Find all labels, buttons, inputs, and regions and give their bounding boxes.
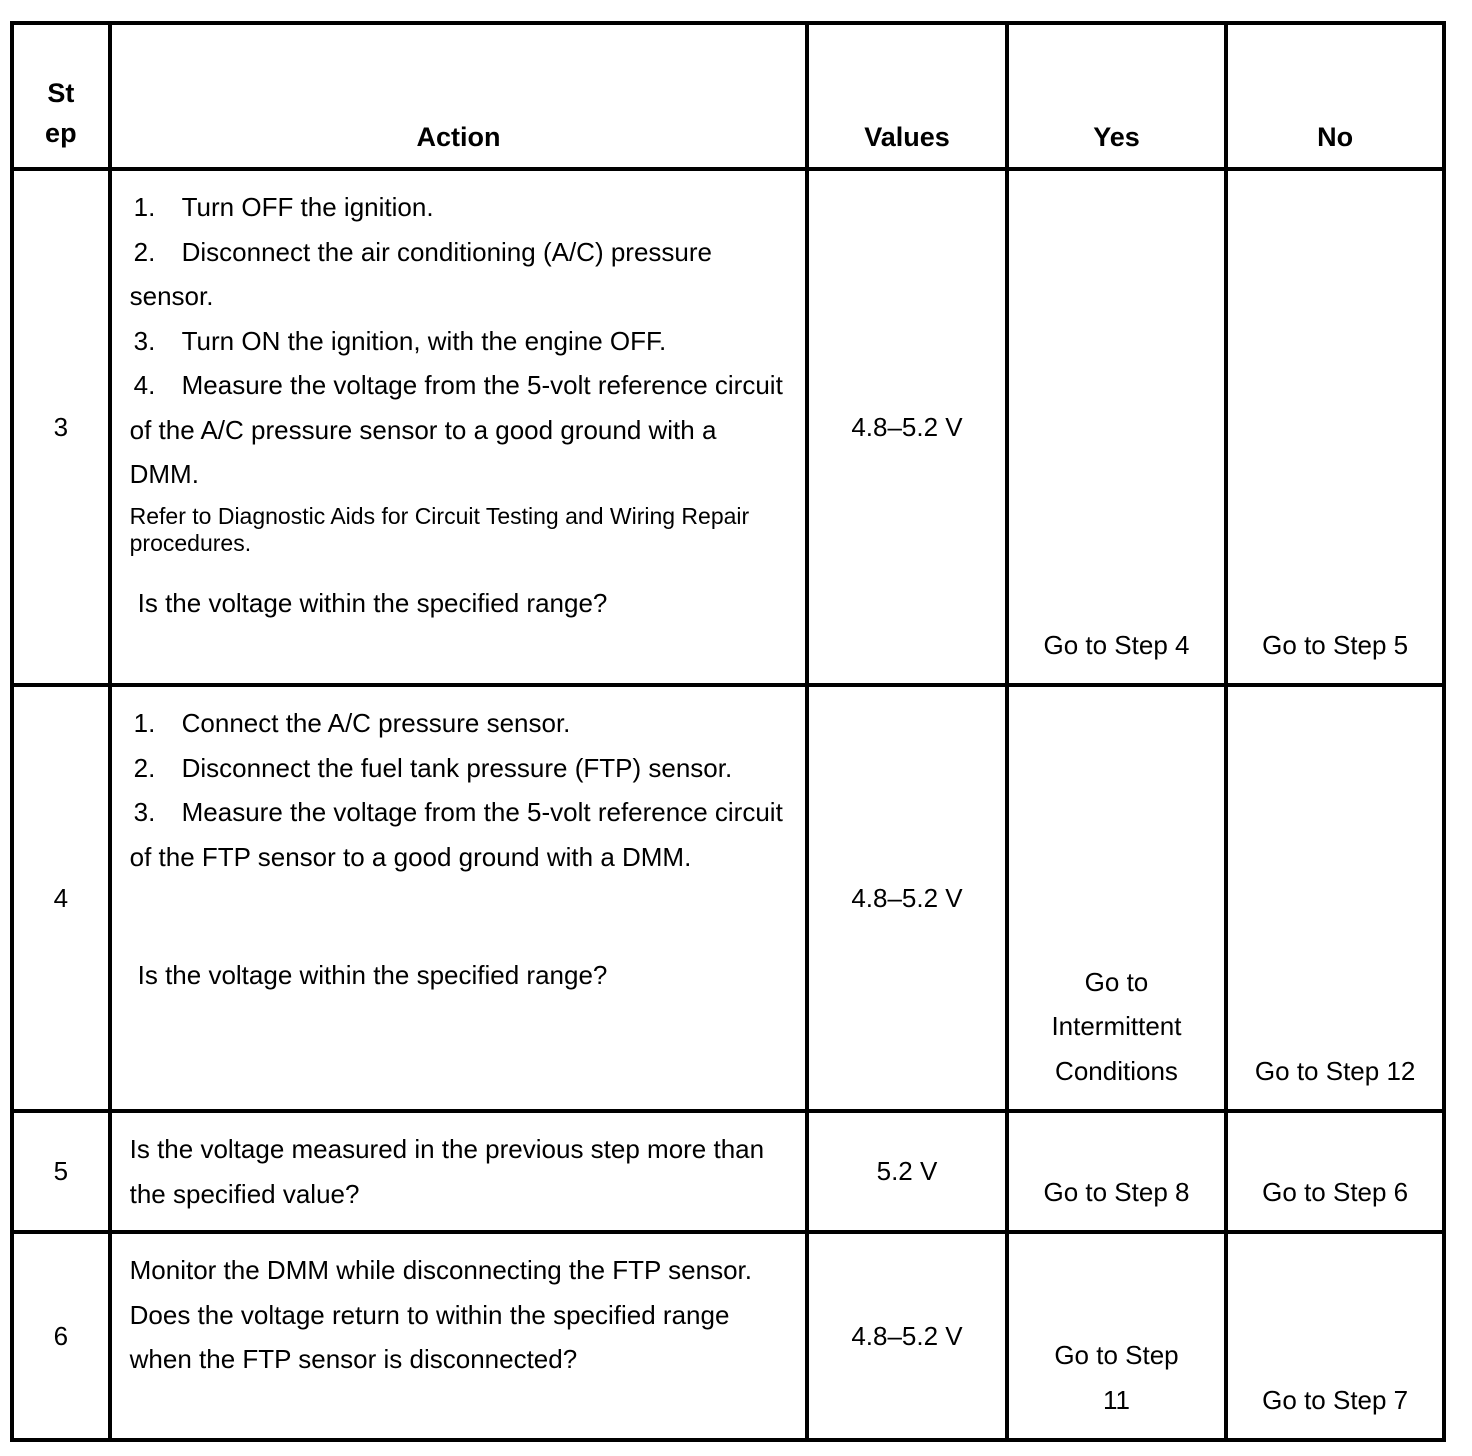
header-no: No bbox=[1226, 23, 1444, 169]
step-number: 6 bbox=[12, 1232, 110, 1440]
yes-cell: Go to Intermittent Conditions bbox=[1007, 685, 1227, 1111]
values-cell: 5.2 V bbox=[807, 1111, 1006, 1232]
yes-cell: Go to Step 8 bbox=[1007, 1111, 1227, 1232]
step-number: 4 bbox=[12, 685, 110, 1111]
no-cell: Go to Step 12 bbox=[1226, 685, 1444, 1111]
no-cell: Go to Step 5 bbox=[1226, 169, 1444, 685]
no-cell: Go to Step 6 bbox=[1226, 1111, 1444, 1232]
header-yes: Yes bbox=[1007, 23, 1227, 169]
header-action: Action bbox=[110, 23, 808, 169]
table-row bbox=[12, 1232, 1444, 1440]
values-cell: 4.8–5.2 V bbox=[807, 169, 1006, 685]
no-cell: Go to Step 7 bbox=[1226, 1232, 1444, 1440]
values-cell: 4.8–5.2 V bbox=[807, 1232, 1006, 1440]
action-cell bbox=[110, 685, 808, 1111]
note-text: Refer to Diagnostic Aids for Circuit Testing and Wiring Repair procedures. bbox=[129, 502, 750, 556]
step-number: 3 bbox=[12, 169, 110, 685]
header-row bbox=[12, 23, 1444, 169]
table-row bbox=[12, 1111, 1444, 1232]
table-row bbox=[12, 685, 1444, 1111]
question-text: Is the voltage within the specified range? bbox=[137, 587, 608, 618]
action-item: 4. Measure the voltage from the 5-volt reference circuit of the A/C pressure sensor to a good ground with a DMM. bbox=[129, 370, 783, 489]
yes-cell: Go to Step 4 bbox=[1007, 169, 1227, 685]
table-row bbox=[12, 169, 1444, 685]
step-number: 5 bbox=[12, 1111, 110, 1232]
action-item: 3. Measure the voltage from the 5-volt reference circuit of the FTP sensor to a good ground with a DMM. bbox=[129, 797, 783, 872]
action-cell: Monitor the DMM while disconnecting the FTP sensor. Does the voltage return to within the specified range when the FTP sensor is disconnected? bbox=[110, 1232, 808, 1440]
action-cell: Is the voltage measured in the previous step more than the specified value? bbox=[110, 1111, 808, 1232]
question-text: Is the voltage within the specified range? bbox=[137, 960, 608, 990]
values-cell: 4.8–5.2 V bbox=[807, 685, 1006, 1111]
action-item: 3. Turn ON the ignition, with the engine OFF. bbox=[133, 325, 667, 356]
action-item: 1. Turn OFF the ignition. bbox=[133, 192, 434, 222]
action-item: 1. Connect the A/C pressure sensor. bbox=[133, 708, 571, 738]
action-item: 2. Disconnect the air conditioning (A/C) pressure sensor. bbox=[129, 236, 712, 311]
header-step: St ep bbox=[12, 23, 110, 169]
yes-cell: Go to Step 11 bbox=[1007, 1232, 1227, 1440]
header-values: Values bbox=[807, 23, 1006, 169]
action-cell bbox=[110, 169, 808, 685]
action-item: 2. Disconnect the fuel tank pressure (FTP) sensor. bbox=[133, 752, 733, 783]
diagnostic-table bbox=[10, 21, 1446, 1442]
